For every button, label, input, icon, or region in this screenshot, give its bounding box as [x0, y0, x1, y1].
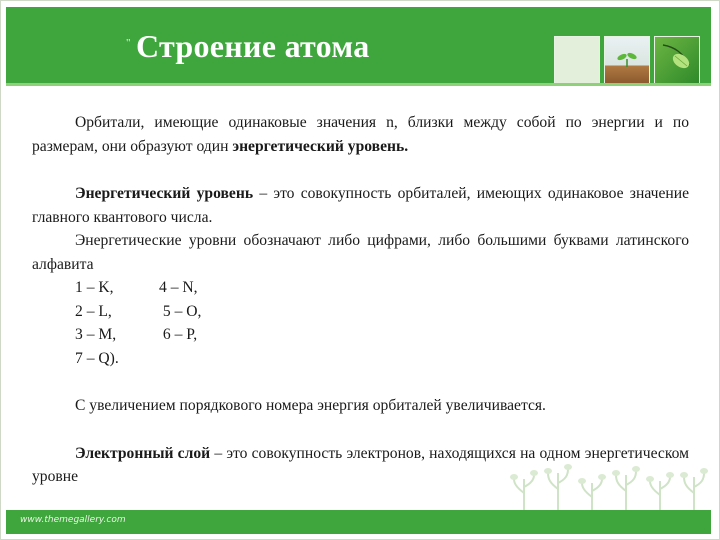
paragraph-orbitals [32, 111, 689, 158]
slide-title: Строение атома [136, 28, 370, 64]
energy-level-heading: Энергетический уровень [75, 185, 254, 202]
footer-bar [6, 510, 711, 534]
level-row [32, 347, 689, 371]
level-item: 3 – M, [75, 326, 117, 343]
title-bar [6, 7, 711, 83]
footer-url: www.themegallery.com [20, 515, 126, 525]
electron-layer-definition: – это совокупность электронов, находящихся на одном энергетическом уровне [32, 444, 690, 485]
paragraph-energy-increase: С увеличением порядкового номера энергия орбиталей увеличивается. [75, 397, 546, 414]
slide-body [32, 111, 689, 489]
level-row [32, 276, 689, 300]
level-item: 5 – O, [159, 302, 202, 320]
level-item: 4 – N, [159, 279, 198, 296]
level-list [32, 276, 689, 370]
level-item: 7 – Q). [75, 349, 119, 367]
sprout-thumbnail-icon [604, 36, 650, 84]
title-mark: " [126, 37, 131, 49]
level-item: 2 – L, [75, 302, 112, 320]
electron-layer-term: Электронный слой [75, 444, 211, 462]
level-item: 6 – P, [159, 326, 198, 343]
paragraph-level-notation: Энергетические уровни обозначают либо цифрами, либо большими буквами латинского алфавита [32, 232, 689, 273]
level-row [32, 323, 689, 347]
leaf-thumbnail-icon [654, 36, 700, 84]
paragraph-orbitals-text: Орбитали, имеющие одинаковые значения n, близки между собой по энергии и по размерам, они образуют один [32, 114, 689, 155]
energy-level-term: энергетический уровень. [232, 137, 409, 155]
blank-thumbnail [554, 36, 600, 84]
level-item: 1 – K, [75, 279, 114, 296]
paragraph-energy-level-definition [32, 182, 689, 229]
level-row [32, 300, 689, 324]
energy-level-definition: – это совокупность орбиталей, имеющих одинаковое значение главного квантового числа. [32, 185, 689, 226]
plant-decoration-icon [506, 453, 716, 513]
